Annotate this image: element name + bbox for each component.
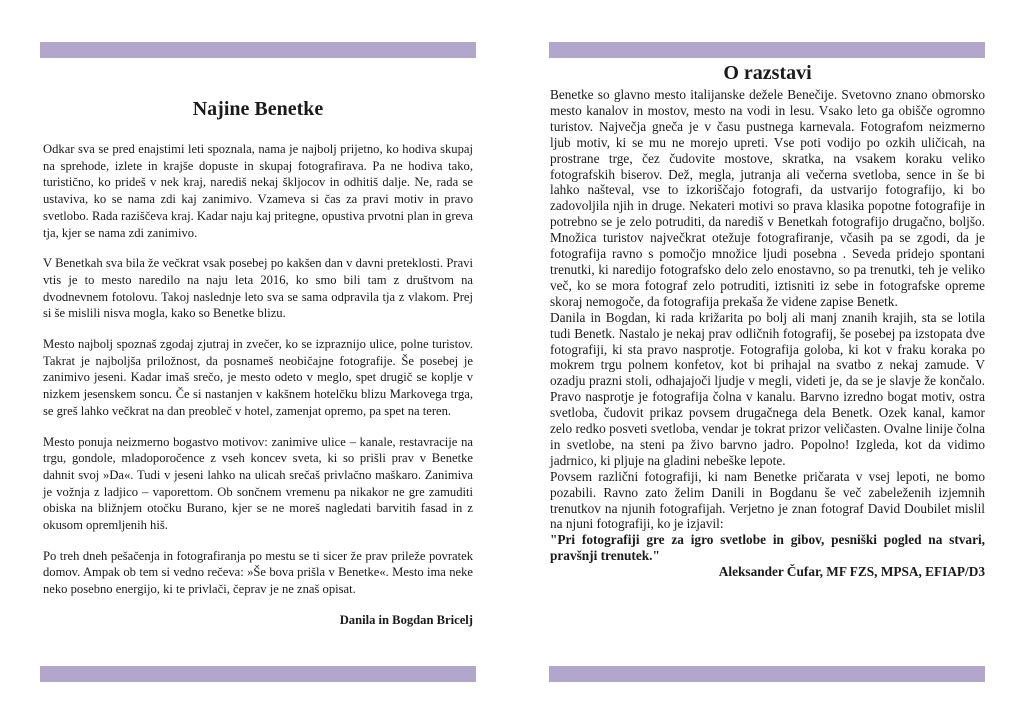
left-page-title: Najine Benetke [192,98,324,120]
left-paragraph-1: Odkar sva se pred enajstimi leti spoznala, nama je najbolj prijetno, ko hodiva skupaj na sprehode, izlete in krajše dopuste in skupaj fotografirava. Pa ne hodiva tako, turistično, ko prideš v nek kraj, narediš nekaj škljocov in odhitiš dalje. Ne, rada se ustaviva, ko se nama zdi kaj zanimivo. Vzameva si čas za pravi motiv in pravo svetlobo. Rada raziščeva kraj. Kadar naju kaj pritegne, opustiva prvotni plan in greva tja, kjer se nama zdi zanimivo. [43,142,473,240]
bottom-right-decor-bar [549,666,985,682]
left-paragraph-3: Mesto najbolj spoznaš zgodaj zjutraj in zvečer, ko se izpraznijo ulice, polne turistov. Takrat je najboljša priložnost, da posnameš neobičajne fotografije. Še posebej je zanimivo jeseni. Kadar imaš srečo, je mesto odeto v meglo, spet drugič se koplje v nizkem jesenskem soncu. Če si nastanjen v kakšnem hotelčku blizu Markovega trga, se greš lahko večkrat na dan preobleč v hotel, zamenjat opremo, pa spet na teren. [43,337,473,418]
left-page [43,98,473,643]
left-paragraph-4: Mesto ponuja neizmerno bogastvo motivov: zanimive ulice – kanale, restavracije na trgu, gondole, mladoporočence z vseh koncev sveta, ki so prišli prav v Benetke dahnit svoj »Da«. Tudi v jeseni lahko na ulicah srečaš privlačno maškaro. Zanimiva je vožnja z ladjico – vaporettom. Ob sončnem vremenu pa nikakor ne gre zamuditi obiska na bližnjem otočku Burano, kjer se ne moreš nagledati barvitih fasad in z okusom opremljenih hiš. [43,434,473,533]
right-signature: Aleksander Čufar, MF FZS, MPSA, EFIAP/D3 [718,564,985,580]
right-page-title: O razstavi [723,62,812,84]
left-signature: Danila in Bogdan Bricelj [339,612,473,627]
top-left-decor-bar [40,42,476,58]
right-paragraph-3: Povsem različni fotografiji, ki nam Benetke pričarata v vsej lepoti, ne bomo pozabili. Ravno zato želim Danili in Bogdanu še več zabeleženih izjemnih trenutkov na njunih fotografijah. Verjetno je znan fotograf David Doubilet mislil na njuni fotografiji, ko je izjavil: [550,468,985,532]
top-right-decor-bar [549,42,985,58]
right-quote: "Pri fotografiji gre za igro svetlobe in gibov, pesniški pogled na stvari, pravšnji trenutek." [550,532,985,564]
left-paragraph-5: Po treh dneh pešačenja in fotografiranja po mestu se ti sicer že prav prileže povratek domov. Ampak ob tem si vedno rečeva: »Še bova prišla v Benetke«. Mesto ima neke neko posebno energijo, ki te privlači, čeprav je ne znaš opisat. [43,548,473,597]
bottom-left-decor-bar [40,666,476,682]
right-paragraph-1: Benetke so glavno mesto italijanske dežele Benečije. Svetovno znano obmorsko mesto kanalov in mostov, mesto na vodi in lesu. Vsako leto ga obišče ogromno turistov. Največja gneča je v času pustnega karnevala. Fotografom neizmerno ljub motiv, ki se mu ne morejo upreti. Vse poti vodijo po ozkih uličicah, na prostrane trge, čez čudovite mostove, skratka, na vsakem koraku veliko fotografskih biserov. Dež, megla, jutranja ali večerna svetloba, sence in še bi lahko našteval, vse to izkoriščajo fotografi, da ustvarijo fotografijo, ki bo zadovoljila njih in druge. Nekateri motivi so prava klasika popotne fotografije in potrebno se je zelo potruditi, da narediš v Benetkah fotografijo drugačno, boljšo. Množica turistov največkrat otežuje fotografiranje, včasih pa se zgodi, da je fotografija ravno s pomočjo množice ljudi posebna . Seveda pridejo spontani trenutki, ki naredijo fotografsko delo zelo enostavno, so pa trenutki, teh je veliko več, ko se mora fotograf zelo potruditi, iztisniti iz sebe in fotografske opreme skoraj nemogoče, da fotografija prekaša že videne zapise Benetk. [550,87,985,309]
left-paragraph-2: V Benetkah sva bila že večkrat vsak posebej po kakšen dan v davni preteklosti. Pravi vtis je to mesto naredilo na naju leta 2016, ko smo bili tam z društvom na dvodnevnem fotolovu. Takoj naslednje leto sva se sama odpravila tja z vlakom. Prej si še mislili nisva mogla, kako so Benetke blizu. [43,256,473,321]
right-page [550,62,985,580]
right-paragraph-2: Danila in Bogdan, ki rada križarita po bolj ali manj znanih krajih, sta se lotila tudi Benetk. Nastalo je nekaj prav odličnih fotografij, še posebej pa izstopata dve fotografiji, ki sta pravo nasprotje. Fotografija goloba, ki kot v fraku koraka po mokrem trgu polnem konfetov, kot bi prihajal na svatbo z nekaj zamude. V ozadju prazni stoli, odhajajoči ljudje v megli, videti je, da se je slavje že končalo. Pravo nasprotje je fotografija čolna v kanalu. Barvno izredno bogat motiv, ostra svetloba, čudovit prikaz povsem drugačnega dela Benetk. Ozek kanal, kamor zelo redko posveti svetloba, vendar je tokrat prizor veličasten. Ovalne linije čolna in svetlobe, na steni pa živo barvno jadro. Popolno! Izgleda, kot da vidimo jadrnico, ki pljuje na gladini nebeške lepote. [550,309,985,468]
